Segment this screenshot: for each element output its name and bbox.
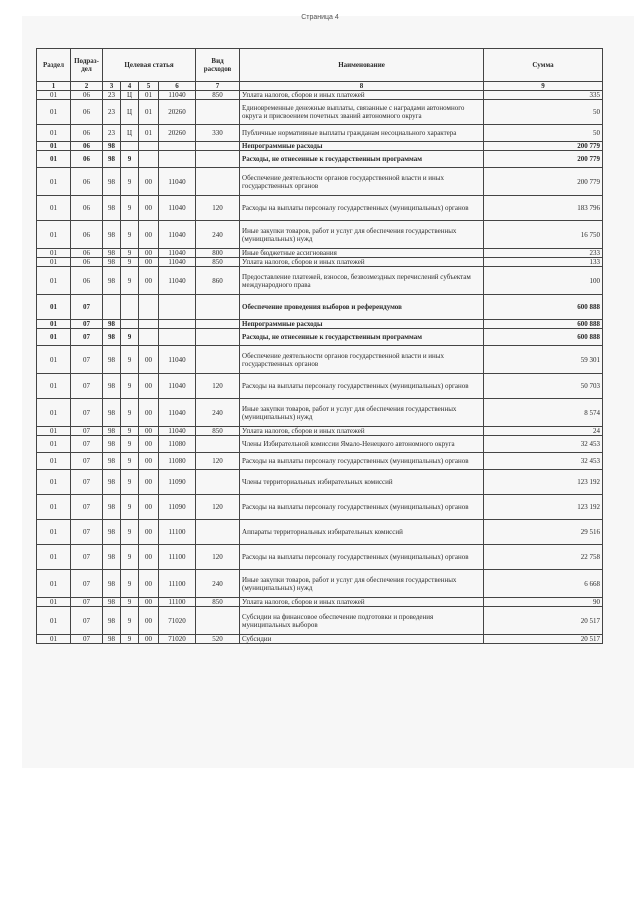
cell-celevaya-3: 00 [139,470,159,495]
cell-celevaya-2: 9 [121,399,139,427]
cell-celevaya-3: 00 [139,520,159,545]
cell-vid-rashodov: 860 [196,267,240,295]
table-row [37,520,603,545]
cell-celevaya-3: 00 [139,545,159,570]
cell-vid-rashodov: 240 [196,221,240,249]
cell-celevaya-2: 9 [121,151,139,168]
table-row [37,329,603,346]
table-row [37,295,603,320]
column-number: 6 [159,82,196,91]
cell-naimenovanie: Члены территориальных избирательных комиссий [240,470,484,495]
cell-podrazdel: 06 [71,91,103,100]
cell-vid-rashodov: 850 [196,598,240,607]
cell-celevaya-4: 71020 [159,635,196,644]
cell-celevaya-1: 98 [103,267,121,295]
cell-celevaya-1: 98 [103,598,121,607]
cell-summa: 600 888 [484,320,603,329]
table-row [37,258,603,267]
cell-vid-rashodov: 850 [196,427,240,436]
column-number: 4 [121,82,139,91]
cell-celevaya-1: 98 [103,607,121,635]
cell-summa: 183 796 [484,196,603,221]
cell-celevaya-1: 98 [103,427,121,436]
column-number: 9 [484,82,603,91]
cell-celevaya-4: 11040 [159,91,196,100]
cell-vid-rashodov [196,295,240,320]
cell-celevaya-1: 23 [103,125,121,142]
cell-celevaya-4: 11040 [159,374,196,399]
cell-podrazdel: 07 [71,607,103,635]
cell-celevaya-1: 98 [103,436,121,453]
column-number: 7 [196,82,240,91]
cell-celevaya-4: 11040 [159,427,196,436]
table-row [37,125,603,142]
cell-celevaya-4: 11100 [159,545,196,570]
cell-podrazdel: 06 [71,249,103,258]
cell-celevaya-4: 20260 [159,100,196,125]
cell-podrazdel: 06 [71,100,103,125]
cell-celevaya-3: 00 [139,267,159,295]
table-row [37,100,603,125]
cell-naimenovanie: Непрограммные расходы [240,320,484,329]
cell-celevaya-1: 98 [103,470,121,495]
cell-celevaya-3: 00 [139,436,159,453]
cell-celevaya-1: 98 [103,329,121,346]
cell-naimenovanie: Расходы, не отнесенные к государственным программам [240,329,484,346]
cell-celevaya-3: 00 [139,427,159,436]
cell-summa: 22 758 [484,545,603,570]
cell-summa: 600 888 [484,329,603,346]
cell-celevaya-2: 9 [121,436,139,453]
cell-podrazdel: 07 [71,453,103,470]
header-razdel: Раздел [37,49,71,82]
cell-razdel: 01 [37,427,71,436]
cell-razdel: 01 [37,635,71,644]
header-summa: Сумма [484,49,603,82]
cell-celevaya-1: 98 [103,168,121,196]
cell-naimenovanie: Расходы на выплаты персоналу государственных (муниципальных) органов [240,545,484,570]
cell-celevaya-1: 98 [103,221,121,249]
cell-vid-rashodov [196,320,240,329]
cell-summa: 32 453 [484,453,603,470]
cell-summa: 335 [484,91,603,100]
table-row [37,545,603,570]
cell-celevaya-1: 98 [103,570,121,598]
cell-celevaya-1: 98 [103,453,121,470]
cell-podrazdel: 06 [71,267,103,295]
cell-celevaya-3: 00 [139,258,159,267]
cell-celevaya-2: 9 [121,570,139,598]
cell-razdel: 01 [37,267,71,295]
cell-podrazdel: 06 [71,151,103,168]
cell-celevaya-2: 9 [121,470,139,495]
cell-razdel: 01 [37,125,71,142]
cell-summa: 8 574 [484,399,603,427]
cell-summa: 123 192 [484,495,603,520]
cell-celevaya-1: 98 [103,545,121,570]
cell-podrazdel: 06 [71,125,103,142]
header-vid-rashodov: Вид расходов [196,49,240,82]
cell-celevaya-4 [159,295,196,320]
cell-celevaya-3: 00 [139,635,159,644]
cell-naimenovanie: Иные бюджетные ассигнования [240,249,484,258]
cell-summa: 233 [484,249,603,258]
cell-celevaya-2: 9 [121,598,139,607]
cell-summa: 123 192 [484,470,603,495]
cell-razdel: 01 [37,91,71,100]
cell-summa: 100 [484,267,603,295]
cell-naimenovanie: Уплата налогов, сборов и иных платежей [240,598,484,607]
cell-razdel: 01 [37,598,71,607]
cell-celevaya-4: 11100 [159,520,196,545]
cell-podrazdel: 07 [71,295,103,320]
cell-podrazdel: 07 [71,399,103,427]
cell-razdel: 01 [37,258,71,267]
cell-podrazdel: 06 [71,168,103,196]
cell-celevaya-3: 01 [139,125,159,142]
table-row [37,635,603,644]
cell-razdel: 01 [37,453,71,470]
table-row [37,249,603,258]
table-row [37,436,603,453]
cell-podrazdel: 07 [71,427,103,436]
column-number: 3 [103,82,121,91]
cell-celevaya-2: Ц [121,91,139,100]
cell-summa: 600 888 [484,295,603,320]
cell-summa: 59 301 [484,346,603,374]
cell-podrazdel: 07 [71,320,103,329]
cell-razdel: 01 [37,374,71,399]
cell-naimenovanie: Обеспечение деятельности органов государственной власти и иных государственных органов [240,346,484,374]
cell-celevaya-2: 9 [121,545,139,570]
cell-vid-rashodov: 120 [196,545,240,570]
cell-razdel: 01 [37,495,71,520]
header-podrazdel: Подраз-дел [71,49,103,82]
cell-vid-rashodov: 240 [196,570,240,598]
cell-razdel: 01 [37,346,71,374]
cell-celevaya-3: 00 [139,196,159,221]
cell-celevaya-3 [139,320,159,329]
cell-celevaya-2: 9 [121,196,139,221]
cell-celevaya-2: 9 [121,168,139,196]
cell-celevaya-3: 00 [139,221,159,249]
cell-vid-rashodov: 120 [196,196,240,221]
cell-celevaya-2: 9 [121,635,139,644]
cell-celevaya-1: 98 [103,374,121,399]
cell-naimenovanie: Иные закупки товаров, работ и услуг для обеспечения государственных (муниципальных) нужд [240,221,484,249]
table-row [37,495,603,520]
cell-celevaya-4: 20260 [159,125,196,142]
cell-podrazdel: 06 [71,258,103,267]
cell-vid-rashodov [196,436,240,453]
cell-naimenovanie: Уплата налогов, сборов и иных платежей [240,91,484,100]
cell-naimenovanie: Аппараты территориальных избирательных комиссий [240,520,484,545]
cell-celevaya-3: 00 [139,399,159,427]
cell-celevaya-2: 9 [121,249,139,258]
cell-celevaya-1: 98 [103,258,121,267]
cell-celevaya-1: 98 [103,151,121,168]
cell-celevaya-3: 00 [139,168,159,196]
cell-celevaya-1: 98 [103,196,121,221]
cell-celevaya-2: 9 [121,495,139,520]
cell-summa: 50 [484,125,603,142]
column-numbers-row [37,82,603,91]
table-row [37,607,603,635]
cell-vid-rashodov [196,607,240,635]
cell-vid-rashodov [196,151,240,168]
cell-vid-rashodov: 330 [196,125,240,142]
cell-vid-rashodov: 120 [196,374,240,399]
cell-celevaya-1: 98 [103,249,121,258]
cell-celevaya-3: 00 [139,570,159,598]
cell-celevaya-4: 11080 [159,436,196,453]
column-number: 5 [139,82,159,91]
table-row [37,470,603,495]
cell-naimenovanie: Уплата налогов, сборов и иных платежей [240,258,484,267]
cell-celevaya-3: 00 [139,607,159,635]
cell-vid-rashodov [196,470,240,495]
table-row [37,320,603,329]
cell-vid-rashodov [196,520,240,545]
cell-podrazdel: 06 [71,221,103,249]
cell-celevaya-1: 98 [103,635,121,644]
cell-celevaya-3 [139,295,159,320]
cell-celevaya-1: 23 [103,91,121,100]
cell-podrazdel: 07 [71,598,103,607]
table-row [37,374,603,399]
cell-razdel: 01 [37,168,71,196]
page-label: Страница 4 [301,14,339,21]
cell-naimenovanie: Предоставление платежей, взносов, безвозмездных перечислений субъектам международного права [240,267,484,295]
cell-celevaya-4: 11040 [159,249,196,258]
cell-celevaya-1 [103,295,121,320]
cell-celevaya-2 [121,142,139,151]
cell-celevaya-4 [159,329,196,346]
cell-naimenovanie: Иные закупки товаров, работ и услуг для обеспечения государственных (муниципальных) нужд [240,570,484,598]
cell-naimenovanie: Субсидии на финансовое обеспечение подготовки и проведения муниципальных выборов [240,607,484,635]
cell-podrazdel: 07 [71,495,103,520]
table-row [37,151,603,168]
table-row [37,346,603,374]
table-row [37,142,603,151]
cell-celevaya-2: 9 [121,607,139,635]
cell-celevaya-4: 11100 [159,598,196,607]
column-number: 2 [71,82,103,91]
cell-celevaya-3: 01 [139,91,159,100]
table-row [37,221,603,249]
cell-summa: 6 668 [484,570,603,598]
cell-summa: 90 [484,598,603,607]
table-row [37,598,603,607]
cell-celevaya-4 [159,151,196,168]
cell-summa: 200 779 [484,168,603,196]
header-celevaya-statya: Целевая статья [103,49,196,82]
cell-summa: 133 [484,258,603,267]
cell-summa: 50 703 [484,374,603,399]
cell-celevaya-3: 00 [139,374,159,399]
cell-celevaya-3: 00 [139,495,159,520]
header-naimenovanie: Наименование [240,49,484,82]
cell-razdel: 01 [37,221,71,249]
cell-razdel: 01 [37,607,71,635]
cell-razdel: 01 [37,100,71,125]
column-number: 8 [240,82,484,91]
cell-naimenovanie: Субсидии [240,635,484,644]
cell-razdel: 01 [37,196,71,221]
cell-celevaya-4: 11100 [159,570,196,598]
cell-vid-rashodov [196,329,240,346]
cell-vid-rashodov [196,346,240,374]
cell-celevaya-3: 00 [139,598,159,607]
cell-razdel: 01 [37,295,71,320]
table-row [37,91,603,100]
cell-summa: 20 517 [484,635,603,644]
cell-razdel: 01 [37,570,71,598]
cell-vid-rashodov: 120 [196,495,240,520]
cell-vid-rashodov: 850 [196,258,240,267]
cell-celevaya-1: 23 [103,100,121,125]
cell-razdel: 01 [37,436,71,453]
cell-celevaya-1: 98 [103,520,121,545]
cell-razdel: 01 [37,329,71,346]
cell-podrazdel: 06 [71,196,103,221]
cell-vid-rashodov: 520 [196,635,240,644]
cell-summa: 24 [484,427,603,436]
cell-podrazdel: 07 [71,570,103,598]
cell-naimenovanie: Расходы, не отнесенные к государственным программам [240,151,484,168]
cell-celevaya-2: 9 [121,329,139,346]
cell-celevaya-4: 11040 [159,346,196,374]
cell-razdel: 01 [37,520,71,545]
cell-celevaya-4 [159,320,196,329]
cell-naimenovanie: Расходы на выплаты персоналу государственных (муниципальных) органов [240,374,484,399]
cell-summa: 29 516 [484,520,603,545]
table-row [37,453,603,470]
cell-naimenovanie: Члены Избирательной комиссии Ямало-Ненецкого автономного округа [240,436,484,453]
cell-celevaya-4: 11040 [159,267,196,295]
cell-celevaya-4: 11040 [159,221,196,249]
cell-celevaya-3: 01 [139,100,159,125]
cell-celevaya-1: 98 [103,320,121,329]
cell-celevaya-1: 98 [103,142,121,151]
cell-celevaya-2: 9 [121,221,139,249]
cell-vid-rashodov: 850 [196,91,240,100]
cell-celevaya-4: 11040 [159,399,196,427]
cell-razdel: 01 [37,320,71,329]
cell-podrazdel: 07 [71,520,103,545]
cell-celevaya-2: 9 [121,346,139,374]
cell-celevaya-2 [121,295,139,320]
cell-podrazdel: 07 [71,346,103,374]
cell-celevaya-2: 9 [121,267,139,295]
cell-celevaya-2: 9 [121,520,139,545]
cell-celevaya-2: 9 [121,427,139,436]
budget-table [36,48,603,644]
cell-podrazdel: 07 [71,545,103,570]
cell-vid-rashodov [196,100,240,125]
cell-naimenovanie: Расходы на выплаты персоналу государственных (муниципальных) органов [240,196,484,221]
header-row [37,49,603,82]
cell-razdel: 01 [37,249,71,258]
cell-celevaya-4: 11040 [159,258,196,267]
table-row [37,196,603,221]
cell-vid-rashodov: 120 [196,453,240,470]
cell-celevaya-2: 9 [121,453,139,470]
cell-naimenovanie: Уплата налогов, сборов и иных платежей [240,427,484,436]
cell-razdel: 01 [37,399,71,427]
cell-summa: 200 779 [484,151,603,168]
cell-naimenovanie: Иные закупки товаров, работ и услуг для обеспечения государственных (муниципальных) нужд [240,399,484,427]
cell-naimenovanie: Публичные нормативные выплаты гражданам несоциального характера [240,125,484,142]
cell-celevaya-1: 98 [103,495,121,520]
cell-celevaya-1: 98 [103,346,121,374]
cell-vid-rashodov: 240 [196,399,240,427]
cell-celevaya-4: 71020 [159,607,196,635]
cell-celevaya-3: 00 [139,453,159,470]
cell-celevaya-2: 9 [121,374,139,399]
cell-razdel: 01 [37,151,71,168]
cell-celevaya-4: 11040 [159,196,196,221]
table-row [37,267,603,295]
column-number: 1 [37,82,71,91]
cell-celevaya-4: 11090 [159,470,196,495]
cell-podrazdel: 07 [71,635,103,644]
cell-summa: 16 750 [484,221,603,249]
cell-razdel: 01 [37,470,71,495]
cell-celevaya-3 [139,329,159,346]
table-row [37,427,603,436]
cell-summa: 32 453 [484,436,603,453]
cell-celevaya-4: 11090 [159,495,196,520]
cell-celevaya-3: 00 [139,249,159,258]
cell-razdel: 01 [37,545,71,570]
cell-podrazdel: 07 [71,374,103,399]
cell-celevaya-3 [139,151,159,168]
cell-celevaya-4: 11080 [159,453,196,470]
cell-summa: 200 779 [484,142,603,151]
cell-celevaya-3: 00 [139,346,159,374]
cell-celevaya-4 [159,142,196,151]
cell-celevaya-2: 9 [121,258,139,267]
cell-naimenovanie: Обеспечение деятельности органов государственной власти и иных государственных органов [240,168,484,196]
cell-naimenovanie: Непрограммные расходы [240,142,484,151]
table-row [37,399,603,427]
cell-summa: 50 [484,100,603,125]
cell-vid-rashodov [196,168,240,196]
cell-celevaya-3 [139,142,159,151]
cell-podrazdel: 06 [71,142,103,151]
cell-celevaya-4: 11040 [159,168,196,196]
cell-celevaya-2: Ц [121,125,139,142]
cell-podrazdel: 07 [71,436,103,453]
cell-naimenovanie: Расходы на выплаты персоналу государственных (муниципальных) органов [240,453,484,470]
cell-celevaya-2: Ц [121,100,139,125]
cell-naimenovanie: Единовременные денежные выплаты, связанные с наградами автономного округа и присвоением почетных званий автономного округа [240,100,484,125]
cell-naimenovanie: Расходы на выплаты персоналу государственных (муниципальных) органов [240,495,484,520]
cell-celevaya-2 [121,320,139,329]
cell-podrazdel: 07 [71,329,103,346]
table-row [37,570,603,598]
cell-naimenovanie: Обеспечение проведения выборов и референдумов [240,295,484,320]
cell-summa: 20 517 [484,607,603,635]
cell-razdel: 01 [37,142,71,151]
cell-vid-rashodov: 800 [196,249,240,258]
cell-podrazdel: 07 [71,470,103,495]
table-row [37,168,603,196]
cell-celevaya-1: 98 [103,399,121,427]
cell-vid-rashodov [196,142,240,151]
